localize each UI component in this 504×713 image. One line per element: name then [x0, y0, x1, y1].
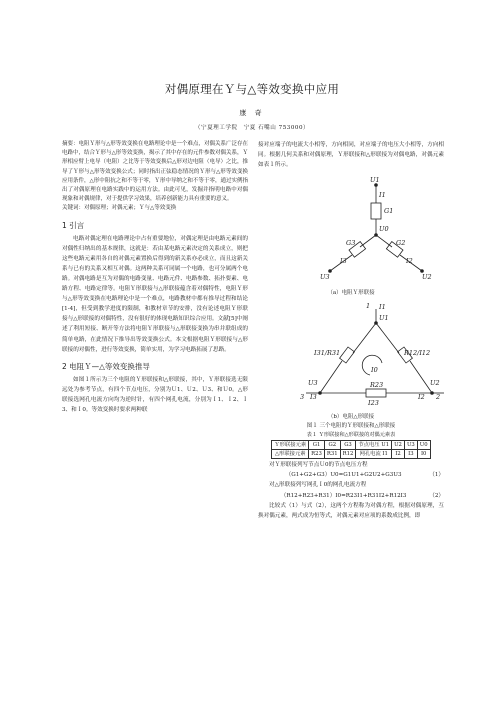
label-u2: U2 — [422, 273, 432, 282]
label-d-i1: I1 — [379, 303, 386, 312]
resistor-r23 — [366, 389, 386, 397]
table-cell: I3 — [404, 450, 417, 459]
label-g2: G2 — [396, 239, 406, 248]
table-cell: 网孔电流 I1 — [356, 450, 392, 459]
left-column — [62, 140, 248, 415]
label-node3: 3 — [300, 393, 305, 402]
figure-delta-connection — [258, 301, 444, 429]
table-cell: G2 — [324, 441, 340, 450]
node-equation-intro: 对Ｙ形联接列写节点Ｕ0的节点电压方程 — [269, 462, 368, 469]
table-cell: R31 — [324, 450, 340, 459]
equation-2 — [258, 491, 444, 501]
label-i23: I23 — [368, 399, 379, 408]
section-heading-intro: 1 引言 — [62, 220, 85, 230]
label-node1: 1 — [366, 302, 371, 311]
wire-left — [360, 235, 376, 247]
table-row — [272, 441, 430, 450]
subcaption-a: （a）电阻Ｙ形联接 — [327, 290, 375, 297]
label-d-u2: U2 — [430, 379, 440, 388]
figure-y-connection — [258, 173, 444, 298]
edge-12-bottom — [410, 361, 432, 393]
label-d-i2: I2 — [418, 393, 425, 402]
equation-1-number: （1） — [429, 472, 444, 479]
node-d3 — [318, 391, 322, 395]
subcaption-b: （b）电阻△形联接 — [327, 414, 375, 421]
intro-paragraph: 电路对偶定理在电路理论中占有重要地位，对偶定理是由电路元素间的对偶性归纳出的基本规律，这就是：若由某电路元素决定的关系成立，则把这些电路元素用各自的对偶元素置换后得到的新关系亦必成立，而且这新关系与已有的关系又相互对偶。这两种关系可同属一个电路，也可分属两个电路。对偶电路是互为对偶的电路变量、电路元件、电路参数、拓扑要素、电路方程、电路定律等。电阻Ｙ形联接与△形联接蕴含着对偶特性，电阻Ｙ形与△形等效变换在电路理论中是一个难点，电路教材中都有推导过程和结论[1-4]，但受到教学进度的限制，和教材章节的安排，没有论述电阻Ｙ形联接与△形联接的对偶特性，没有很好的体现电路知识综合应用。文献[5]中阐述了利用短接、断开等方法将电阻Ｙ形联接与△形联接变换为串并联组成的简单电路，在此情况下推导出等效变换公式。本文根据电阻Ｙ形联接与△形联接的对偶性，进行等效变换，简单实用，为学习电路拓展了思路。 — [62, 235, 248, 353]
table-cell: △形联接元素 — [272, 450, 309, 459]
equation-1 — [258, 470, 444, 480]
table-cell: R23 — [309, 450, 325, 459]
table-cell: 节点电压 U1 — [356, 441, 392, 450]
table-cell: R12 — [340, 450, 356, 459]
table-cell: I0 — [417, 450, 430, 459]
node-0 — [374, 233, 378, 237]
author-name: 康 奇 — [239, 109, 265, 117]
label-u0: U0 — [379, 225, 389, 234]
label-g3: G3 — [346, 239, 356, 248]
table-cell: G1 — [309, 441, 325, 450]
node-d1 — [374, 321, 378, 325]
equation-2-number: （2） — [429, 492, 444, 499]
delta-connection-diagram — [258, 301, 444, 429]
dual-elements-table — [271, 440, 430, 459]
y-connection-diagram — [258, 173, 444, 298]
table-row — [272, 450, 430, 459]
table-cell: U3 — [404, 441, 417, 450]
keywords: 关键词：对偶原理；对偶元素；Ｙ与△等效变换 — [62, 205, 177, 212]
figure-caption: 图１ 三个电阻的Ｙ形联接和△形联接 — [306, 423, 396, 430]
label-d-i3: I3 — [310, 393, 317, 402]
label-node2: 2 — [436, 393, 441, 402]
wire-right — [376, 235, 392, 247]
table-cell: G3 — [340, 441, 356, 450]
section-heading-derivation: 2 电阻Ｙ—△等效变换推导 — [62, 361, 150, 371]
table-cell: Ｙ形联接元素 — [272, 441, 309, 450]
label-r12: R12/I12 — [404, 349, 431, 358]
paper-title: 对偶原理在Ｙ与△等效变换中应用 — [164, 82, 340, 96]
resistor-g1 — [371, 203, 381, 219]
label-u3: U3 — [320, 273, 330, 282]
label-r23: R23 — [370, 381, 384, 390]
table-cell: U2 — [392, 441, 405, 450]
abstract: 摘要：电阻Ｙ形与△形等效变换在电路理论中是一个难点，对偶关系广泛存在电路中，结合Ｙ形与△形等效变换，揭示了其中存在的元件参数对偶关系，Ｙ形相应臂上电导（电阻）之比等于等效变换后△形对边电阻（电导）之比，推导了Ｙ形与△形等效变换公式；同时指出正弦稳态情况的Ｙ形与△形等效变换应用条件，△形中阻抗之和不等于零，Ｙ形中导纳之和不等于零，通过实例指出了对偶原理在电路实践中的运用方法。由此可见，发掘并指明电路中对偶现象和对偶规律，对于提供学习效果，培养创新能力具有重要的意义。 — [62, 141, 248, 203]
label-i2: I2 — [406, 257, 413, 266]
closing-paragraph: 比较式（1）与式（2），这两个方程称为对偶方程，根据对偶原理，互换对偶元素，两式成为恒等式，对偶元素对应项的系数成比例，即 — [258, 502, 444, 519]
edge-31-top — [353, 323, 376, 353]
label-d-u1: U1 — [379, 314, 389, 323]
right-intro-paragraph: 接对应端子的电流大小相等，方向相同，对应端子的电压大小相等，方向相同。根据几何关系和对偶原理，Ｙ形联接和△形联接为对偶电路，对偶元素如表１所示。 — [258, 142, 444, 169]
label-i3: I3 — [340, 257, 347, 266]
right-column — [258, 140, 444, 521]
label-i0: I0 — [371, 366, 378, 375]
edge-31-bottom — [320, 361, 342, 393]
mesh-equation-intro: 对△形联接列写网孔Ｉ0的网孔电流方程 — [269, 482, 367, 489]
label-u1: U1 — [370, 176, 380, 185]
derivation-paragraph: 如图１所示为三个电阻的Ｙ形联接和△形联接，其中，Ｙ形联接选无限远处为参考节点，有四个节点电压，分别为Ｕ1、Ｕ2、Ｕ3、和Ｕ0。△形联接选网孔电流方向均为逆时针，有四个网孔电流，分别为Ｉ1、Ｉ2、Ｉ3、和Ｉ0。等效变换时要求两种联 — [62, 376, 248, 414]
table-cell: U0 — [417, 441, 430, 450]
resistor-r31 — [340, 347, 355, 363]
edge-12-top — [376, 323, 399, 353]
table-cell: I2 — [392, 450, 405, 459]
affiliation: （宁夏理工学院 宁夏 石嘴山 753000） — [194, 125, 310, 131]
label-g1: G1 — [384, 207, 394, 216]
table-title: 表１ Ｙ形联接和△形联接的对偶元素表 — [306, 432, 396, 439]
equation-2-body: （R12+R23+R31）I0=R23I1+R31I2+R12I3 — [280, 492, 407, 499]
label-r31: I31/R31 — [314, 349, 341, 358]
equation-1-body: （G1+G2+G3）U0=G1U1+G2U2+G3U3 — [285, 472, 402, 479]
node-d2 — [430, 391, 434, 395]
label-i1: I1 — [379, 191, 386, 200]
label-d-u3: U3 — [308, 379, 318, 388]
